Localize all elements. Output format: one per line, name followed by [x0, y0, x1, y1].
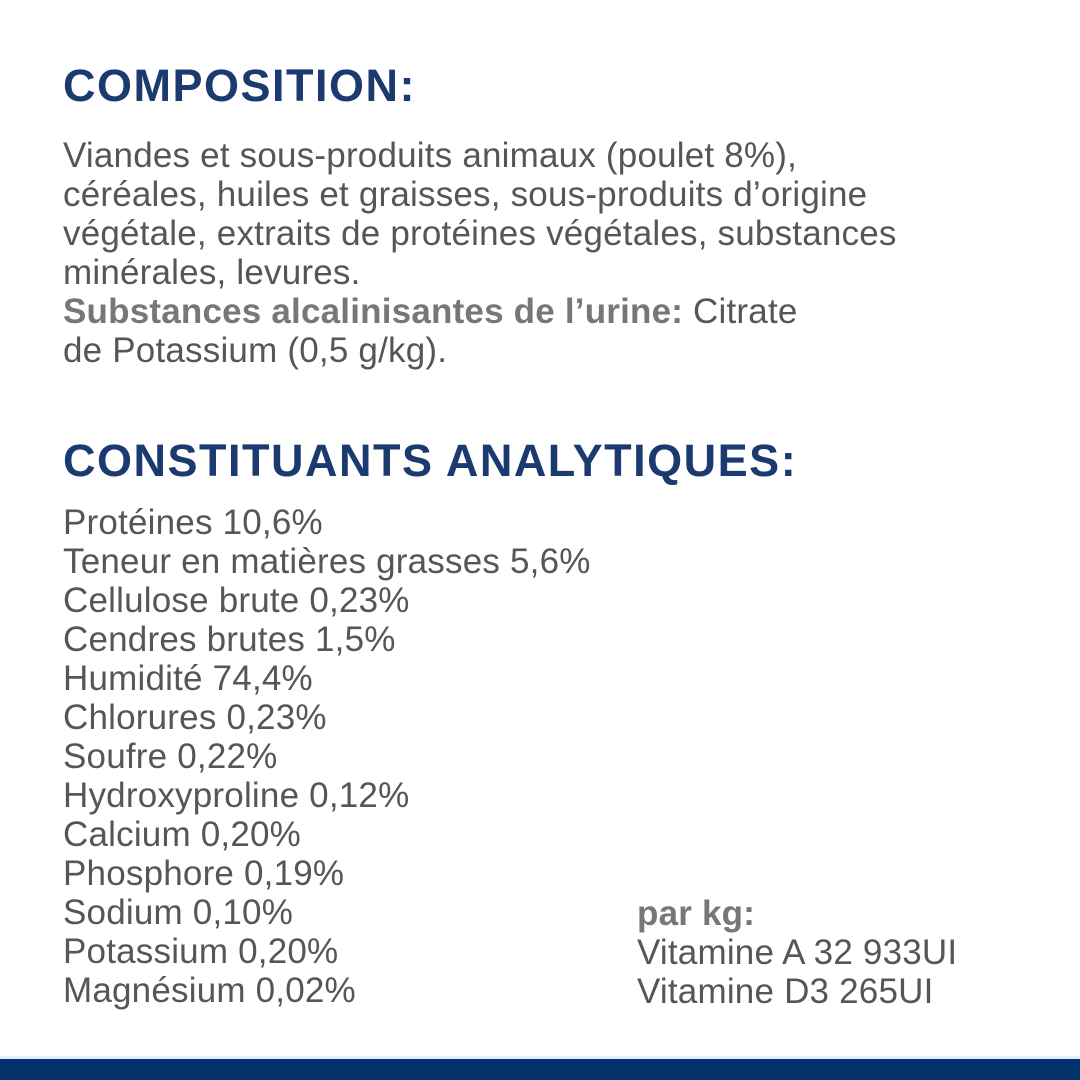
- footer-accent-bar: [0, 1056, 1080, 1080]
- alkalinizing-substances-value-line2: de Potassium (0,5 g/kg).: [63, 331, 448, 370]
- per-kg-item-vitamine-a: Vitamine A 32 933UI: [637, 933, 958, 972]
- analytical-item-soufre: Soufre 0,22%: [63, 737, 278, 776]
- analytical-item-cendres: Cendres brutes 1,5%: [63, 620, 396, 659]
- analytical-item-chlorures: Chlorures 0,23%: [63, 698, 327, 737]
- alkalinizing-substances-value: Citrate: [683, 292, 798, 331]
- per-kg-label: par kg:: [637, 894, 756, 933]
- analytical-constituents-heading: CONSTITUANTS ANALYTIQUES:: [63, 435, 798, 486]
- analytical-item-calcium: Calcium 0,20%: [63, 815, 301, 854]
- composition-line: céréales, huiles et graisses, sous-produits d’origine: [63, 175, 868, 214]
- analytical-item-potassium: Potassium 0,20%: [63, 932, 339, 971]
- per-kg-item-vitamine-d3: Vitamine D3 265UI: [637, 972, 934, 1011]
- analytical-item-sodium: Sodium 0,10%: [63, 893, 294, 932]
- composition-line: Viandes et sous-produits animaux (poulet 8%),: [63, 136, 798, 175]
- alkalinizing-substances-label: Substances alcalinisantes de l’urine:: [63, 292, 684, 331]
- analytical-item-cellulose: Cellulose brute 0,23%: [63, 581, 410, 620]
- alkalinizing-substances-line: [63, 292, 1040, 331]
- analytical-item-humidite: Humidité 74,4%: [63, 659, 313, 698]
- per-kg-column: [637, 894, 957, 1011]
- analytical-item-matieres-grasses: Teneur en matières grasses 5,6%: [63, 542, 591, 581]
- analytical-item-proteines: Protéines 10,6%: [63, 503, 323, 542]
- composition-paragraph: [63, 136, 1040, 370]
- analytical-item-magnesium: Magnésium 0,02%: [63, 971, 356, 1010]
- composition-line: végétale, extraits de protéines végétales, substances: [63, 214, 897, 253]
- composition-line: minérales, levures.: [63, 253, 361, 292]
- composition-heading: COMPOSITION:: [63, 60, 416, 111]
- analytical-item-hydroxyproline: Hydroxyproline 0,12%: [63, 776, 410, 815]
- analytical-item-phosphore: Phosphore 0,19%: [63, 854, 345, 893]
